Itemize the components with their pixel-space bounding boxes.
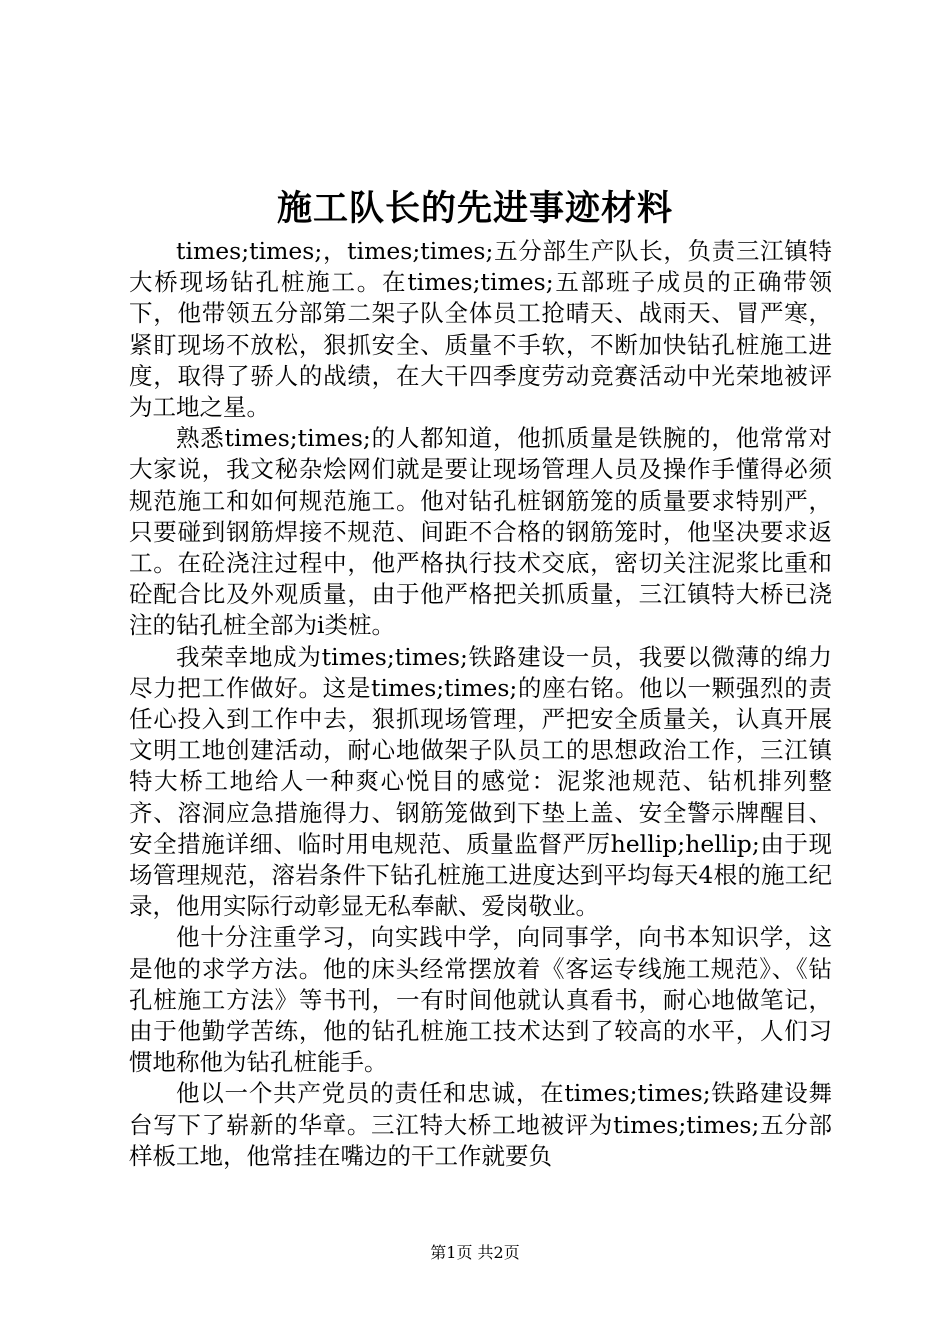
document-body bbox=[129, 236, 832, 1172]
paragraph-1: times;times;，times;times;五分部生产队长，负责三江镇特大桥现场钻孔桩施工。在times;times;五部班子成员的正确带领下，他带领五分部第二架子队全体员工抢晴天、战雨天、冒严寒，紧盯现场不放松，狠抓安全、质量不手软，不断加快钻孔桩施工进度，取得了骄人的战绩，在大干四季度劳动竞赛活动中光荣地被评为工地之星。 bbox=[129, 237, 832, 422]
paragraph-5: 他以一个共产党员的责任和忠诚，在times;times;铁路建设舞台写下了崭新的华章。三江特大桥工地被评为times;times;五分部样板工地，他常挂在嘴边的干工作就要负 bbox=[129, 1079, 832, 1170]
page-number-footer: 第1页 共2页 bbox=[430, 1243, 520, 1262]
document-title: 施工队长的先进事迹材料 bbox=[276, 188, 673, 229]
paragraph-4: 他十分注重学习，向实践中学，向同事学，向书本知识学，这是他的求学方法。他的床头经常摆放着《客运专线施工规范》、《钻孔桩施工方法》等书刊，一有时间他就认真看书，耐心地做笔记，由于他勤学苦练，他的钻孔桩施工技术达到了较高的水平，人们习惯地称他为钻孔桩能手。 bbox=[129, 923, 832, 1077]
paragraph-2: 熟悉times;times;的人都知道，他抓质量是铁腕的，他常常对大家说，我文秘杂烩网们就是要让现场管理人员及操作手懂得必须规范施工和如何规范施工。他对钻孔桩钢筋笼的质量要求特别严，只要碰到钢筋焊接不规范、间距不合格的钢筋笼时，他坚决要求返工。在砼浇注过程中，他严格执行技术交底，密切关注泥浆比重和砼配合比及外观质量，由于他严格把关抓质量，三江镇特大桥已浇注的钻孔桩全部为i类桩。 bbox=[129, 424, 832, 640]
paragraph-3: 我荣幸地成为times;times;铁路建设一员，我要以微薄的绵力尽力把工作做好。这是times;times;的座右铭。他以一颗强烈的责任心投入到工作中去，狠抓现场管理，严把安全质量关，认真开展文明工地创建活动，耐心地做架子队员工的思想政治工作，三江镇特大桥工地给人一种爽心悦目的感觉：泥浆池规范、钻机排列整齐、溶洞应急措施得力、钢筋笼做到下垫上盖、安全警示牌醒目、安全措施详细、临时用电规范、质量监督严厉hellip;hellip;由于现场管理规范，溶岩条件下钻孔桩施工进度达到平均每天4根的施工纪录，他用实际行动彰显无私奉献、爱岗敬业。 bbox=[129, 642, 832, 921]
